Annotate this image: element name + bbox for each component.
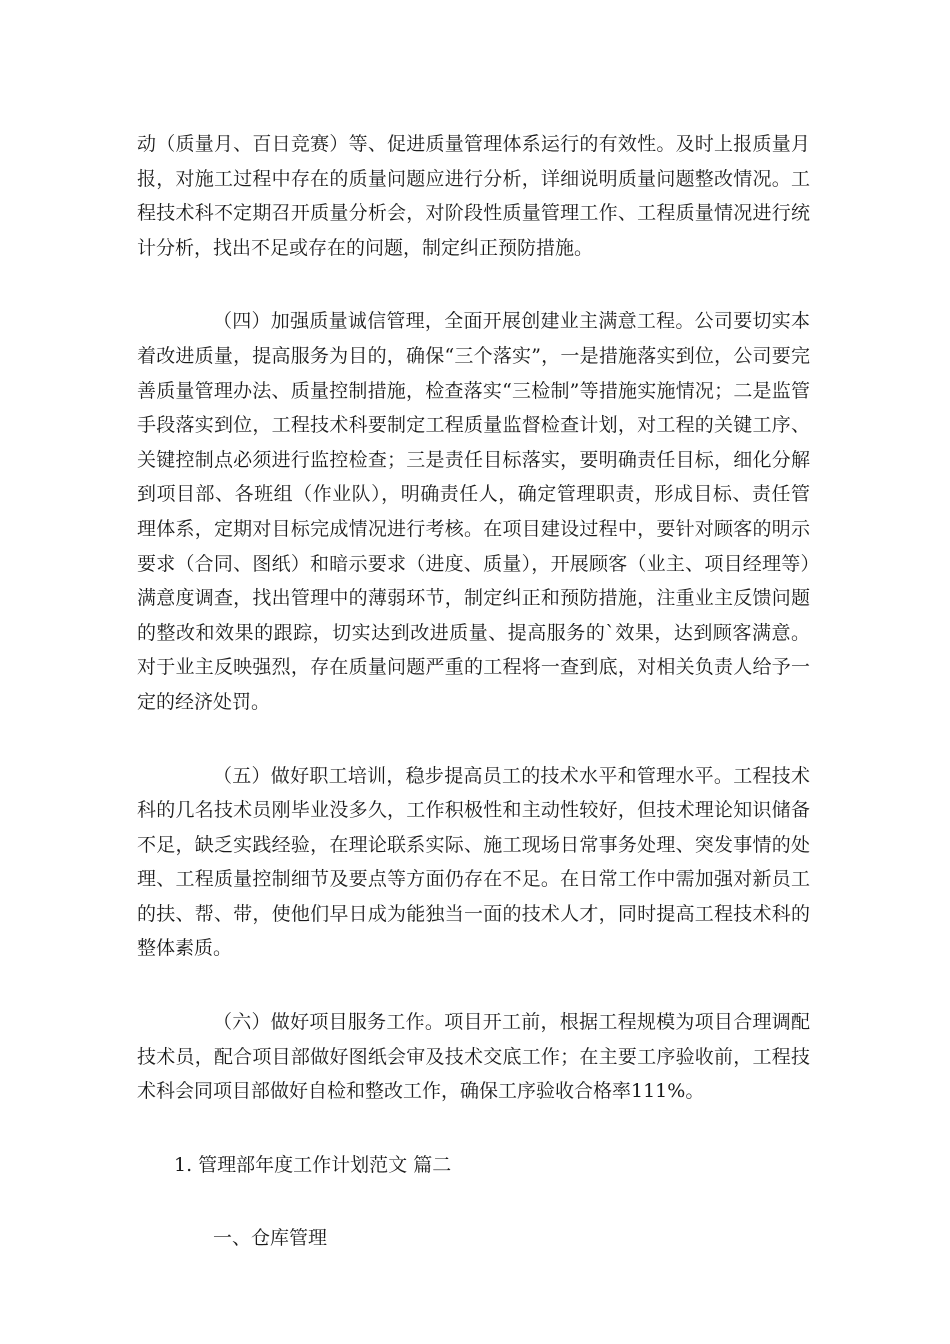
paragraph-quality-analysis: 动（质量月、百日竞赛）等、促进质量管理体系运行的有效性。及时上报质量月报，对施工过程中存在的质量问题应进行分析，详细说明质量问题整改情况。工程技术科不定期召开质量分析会，对阶段性质量管理工作、工程质量情况进行统计分析，找出不足或存在的问题，制定纠正预防措施。 [137, 133, 810, 259]
section-heading-plan: 1. 管理部年度工作计划范文 篇二 [174, 1153, 452, 1176]
document-body [137, 127, 810, 1295]
paragraph-section-five: （五）做好职工培训，稳步提高员工的技术水平和管理水平。工程技术科的几名技术员刚毕业没多久，工作积极性和主动性较好，但技术理论知识储备不足，缺乏实践经验，在理论联系实际、施工现场日常事务处理、突发事情的处理、工程质量控制细节及要点等方面仍存在不足。在日常工作中需加强对新员工的扶、帮、带，使他们早日成为能独当一面的技术人才，同时提高工程技术科的整体素质。 [137, 764, 810, 960]
paragraph-section-four: （四）加强质量诚信管理，全面开展创建业主满意工程。公司要切实本着改进质量，提高服务为目的，确保“三个落实”，一是措施落实到位，公司要完善质量管理办法、质量控制措施，检查落实“三检制”等措施实施情况；二是监管手段落实到位，工程技术科要制定工程质量监督检查计划，对工程的关键工序、关键控制点必须进行监控检查；三是责任目标落实，要明确责任目标，细化分解到项目部、各班组（作业队），明确责任人，确定管理职责，形成目标、责任管理体系，定期对目标完成情况进行考核。在项目建设过程中，要针对顾客的明示要求（合同、图纸）和暗示要求（进度、质量），开展顾客（业主、项目经理等）满意度调查，找出管理中的薄弱环节，制定纠正和预防措施，注重业主反馈问题的整改和效果的跟踪，切实达到改进质量、提高服务的`效果，达到顾客满意。对于业主反映强烈，存在质量问题严重的工程将一查到底，对相关负责人给予一定的经济处罚。 [137, 310, 810, 713]
paragraph-section-six: （六）做好项目服务工作。项目开工前，根据工程规模为项目合理调配技术员，配合项目部做好图纸会审及技术交底工作；在主要工序验收前，工程技术科会同项目部做好自检和整改工作，确保工序验收合格率111%。 [137, 1011, 810, 1103]
subsection-heading-warehouse: 一、仓库管理 [213, 1227, 328, 1250]
